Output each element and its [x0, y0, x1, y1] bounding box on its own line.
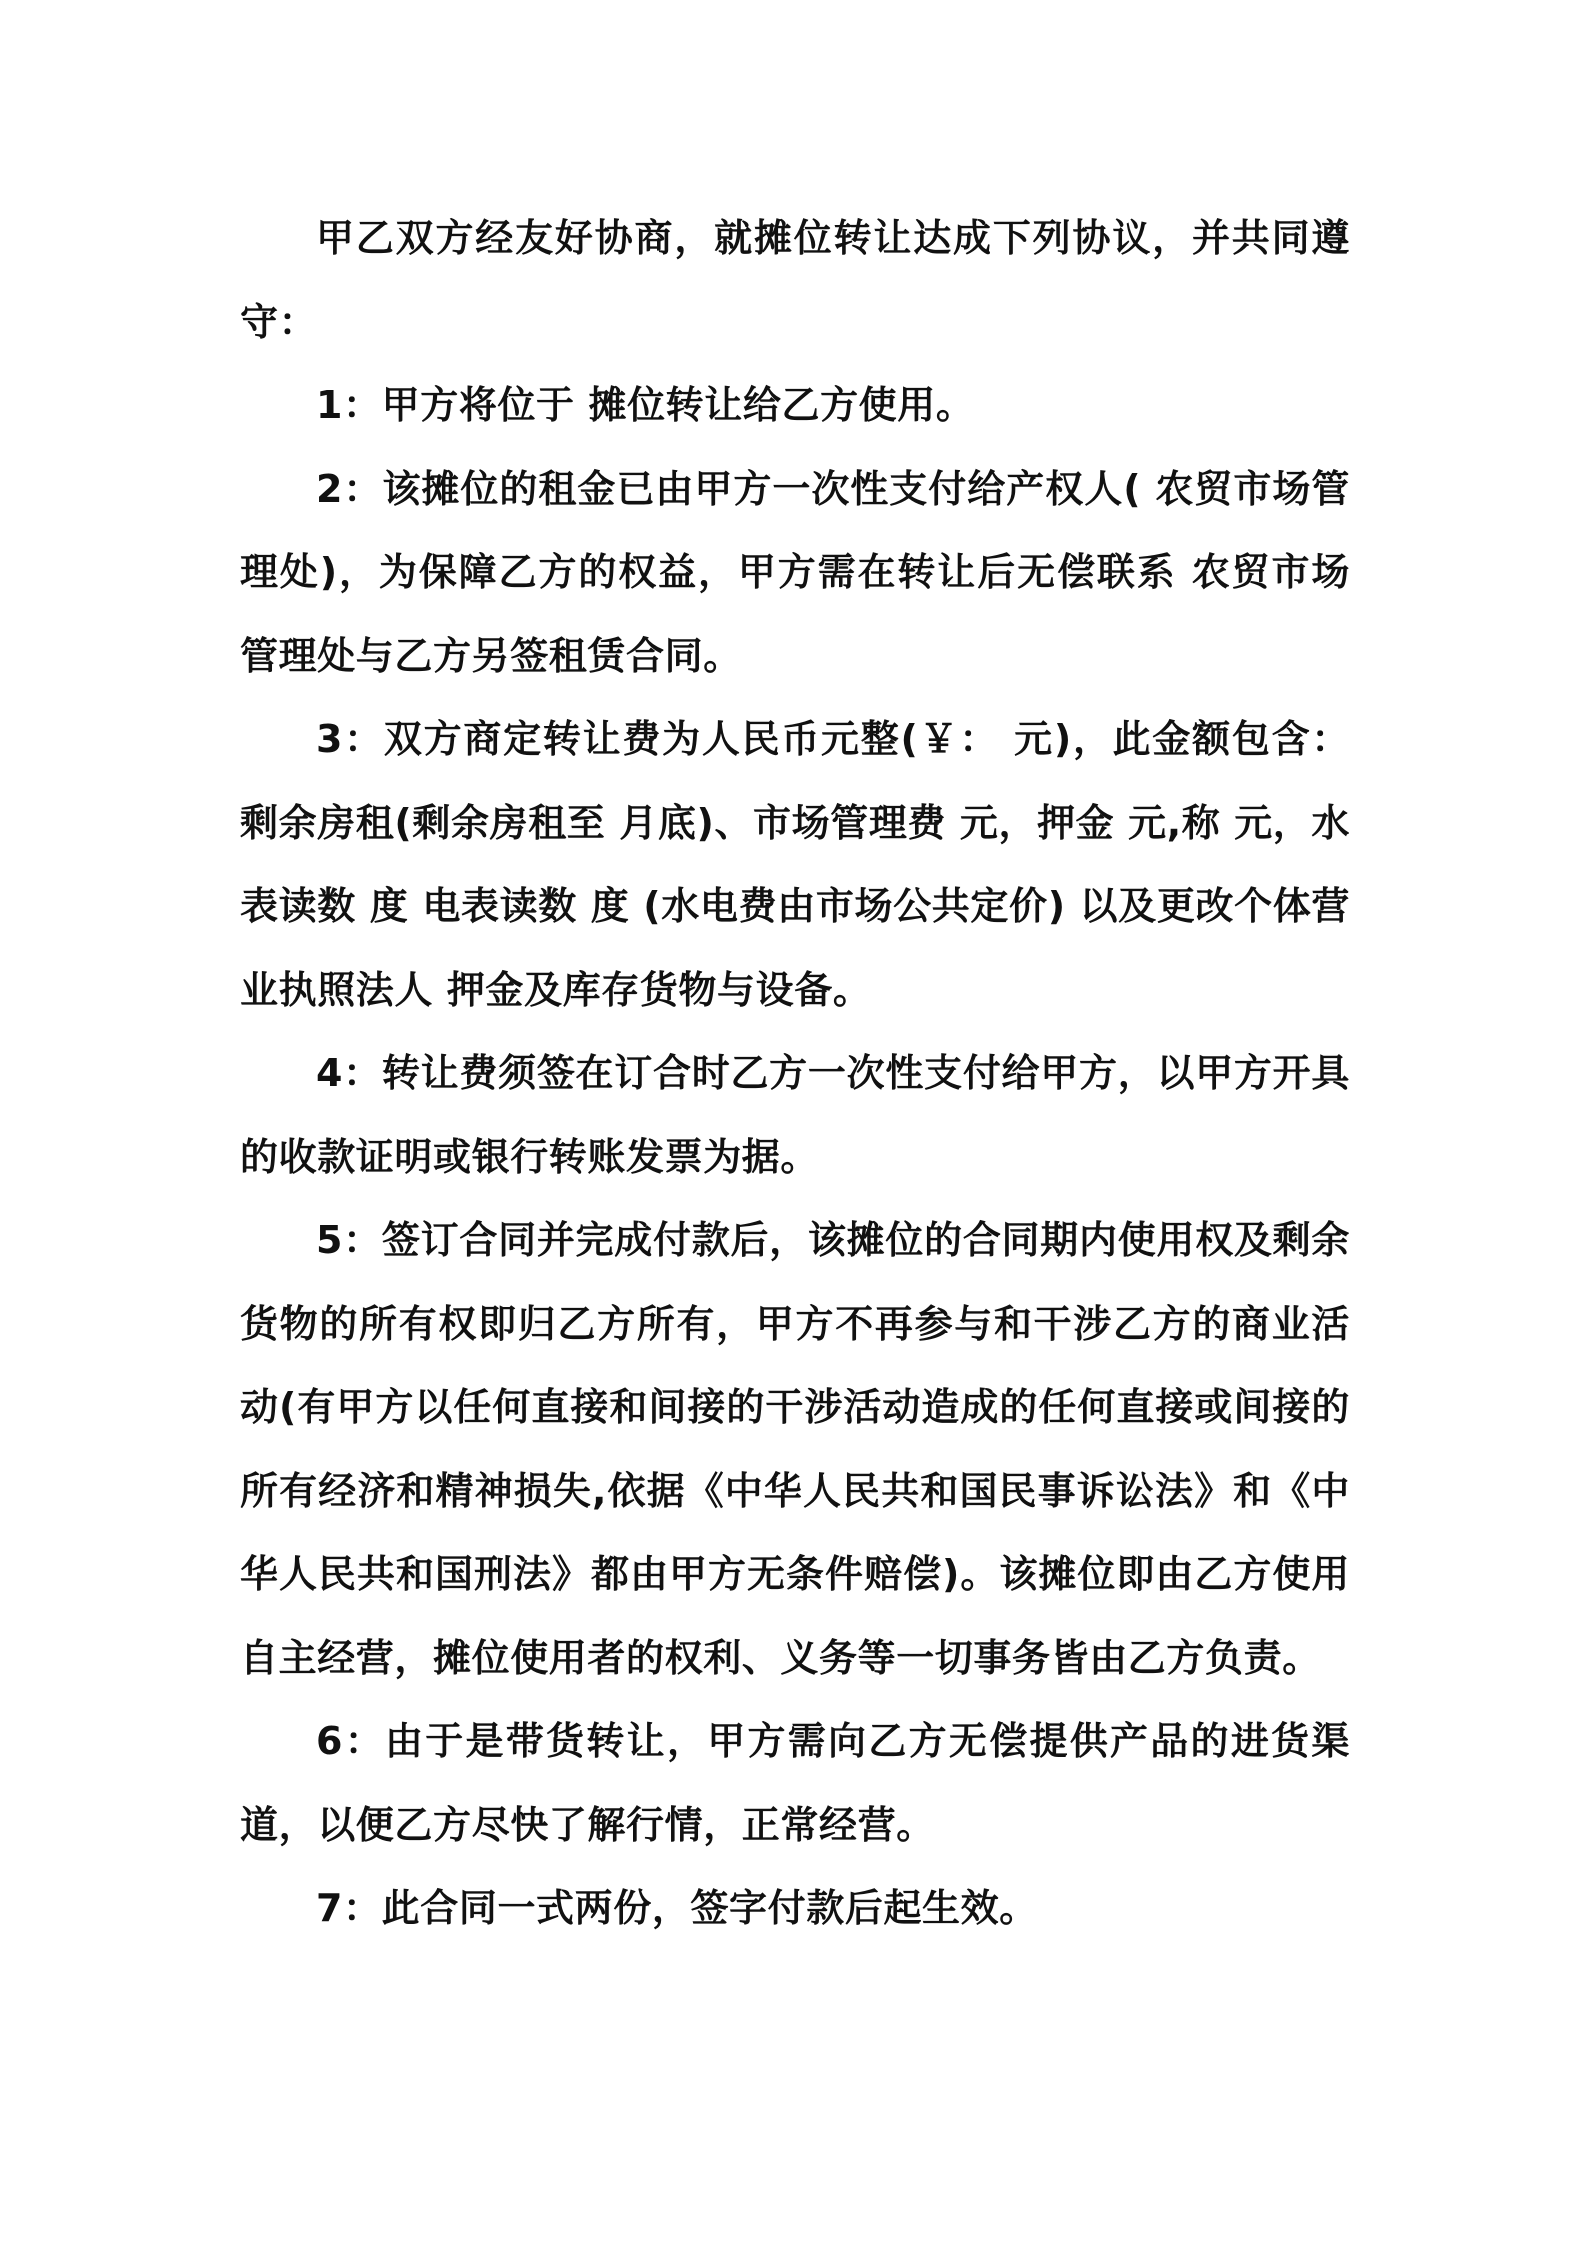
- paragraph-clause-4: 4：转让费须签在订合时乙方一次性支付给甲方，以甲方开具的收款证明或银行转账发票为据。: [240, 1051, 1350, 1179]
- paragraph-clause-2: 2：该摊位的租金已由甲方一次性支付给产权人( 农贸市场管理处)，为保障乙方的权益，甲方需在转让后无偿联系 农贸市场管理处与乙方另签租赁合同。: [240, 466, 1350, 678]
- paragraph-clause-3: 3：双方商定转让费为人民币元整(￥： 元)，此金额包含：剩余房租(剩余房租至 月底)、市场管理费 元，押金 元,称 元，水表读数 度 电表读数 度 (水电费由市场公共定价) 以及更改个体营业执照法人 押金及库存货物与设备。: [240, 717, 1350, 1012]
- paragraph-clause-1: 1：甲方将位于 摊位转让给乙方使用。: [316, 383, 975, 427]
- agreement-body: [240, 197, 1350, 1951]
- paragraph-clause-7: 7：此合同一式两份，签字付款后起生效。: [316, 1886, 1038, 1930]
- paragraph-clause-5: 5：签订合同并完成付款后，该摊位的合同期内使用权及剩余货物的所有权即归乙方所有，甲方不再参与和干涉乙方的商业活动(有甲方以任何直接和间接的干涉活动造成的任何直接或间接的所有经济和精神损失,依据《中华人民共和国民事诉讼法》和《中华人民共和国刑法》都由甲方无条件赔偿)。该摊位即由乙方使用自主经营，摊位使用者的权利、义务等一切事务皆由乙方负责。: [240, 1218, 1350, 1680]
- paragraph-intro: 甲乙双方经友好协商，就摊位转让达成下列协议，并共同遵守：: [240, 216, 1350, 344]
- paragraph-clause-6: 6：由于是带货转让，甲方需向乙方无偿提供产品的进货渠道，以便乙方尽快了解行情，正常经营。: [240, 1719, 1350, 1847]
